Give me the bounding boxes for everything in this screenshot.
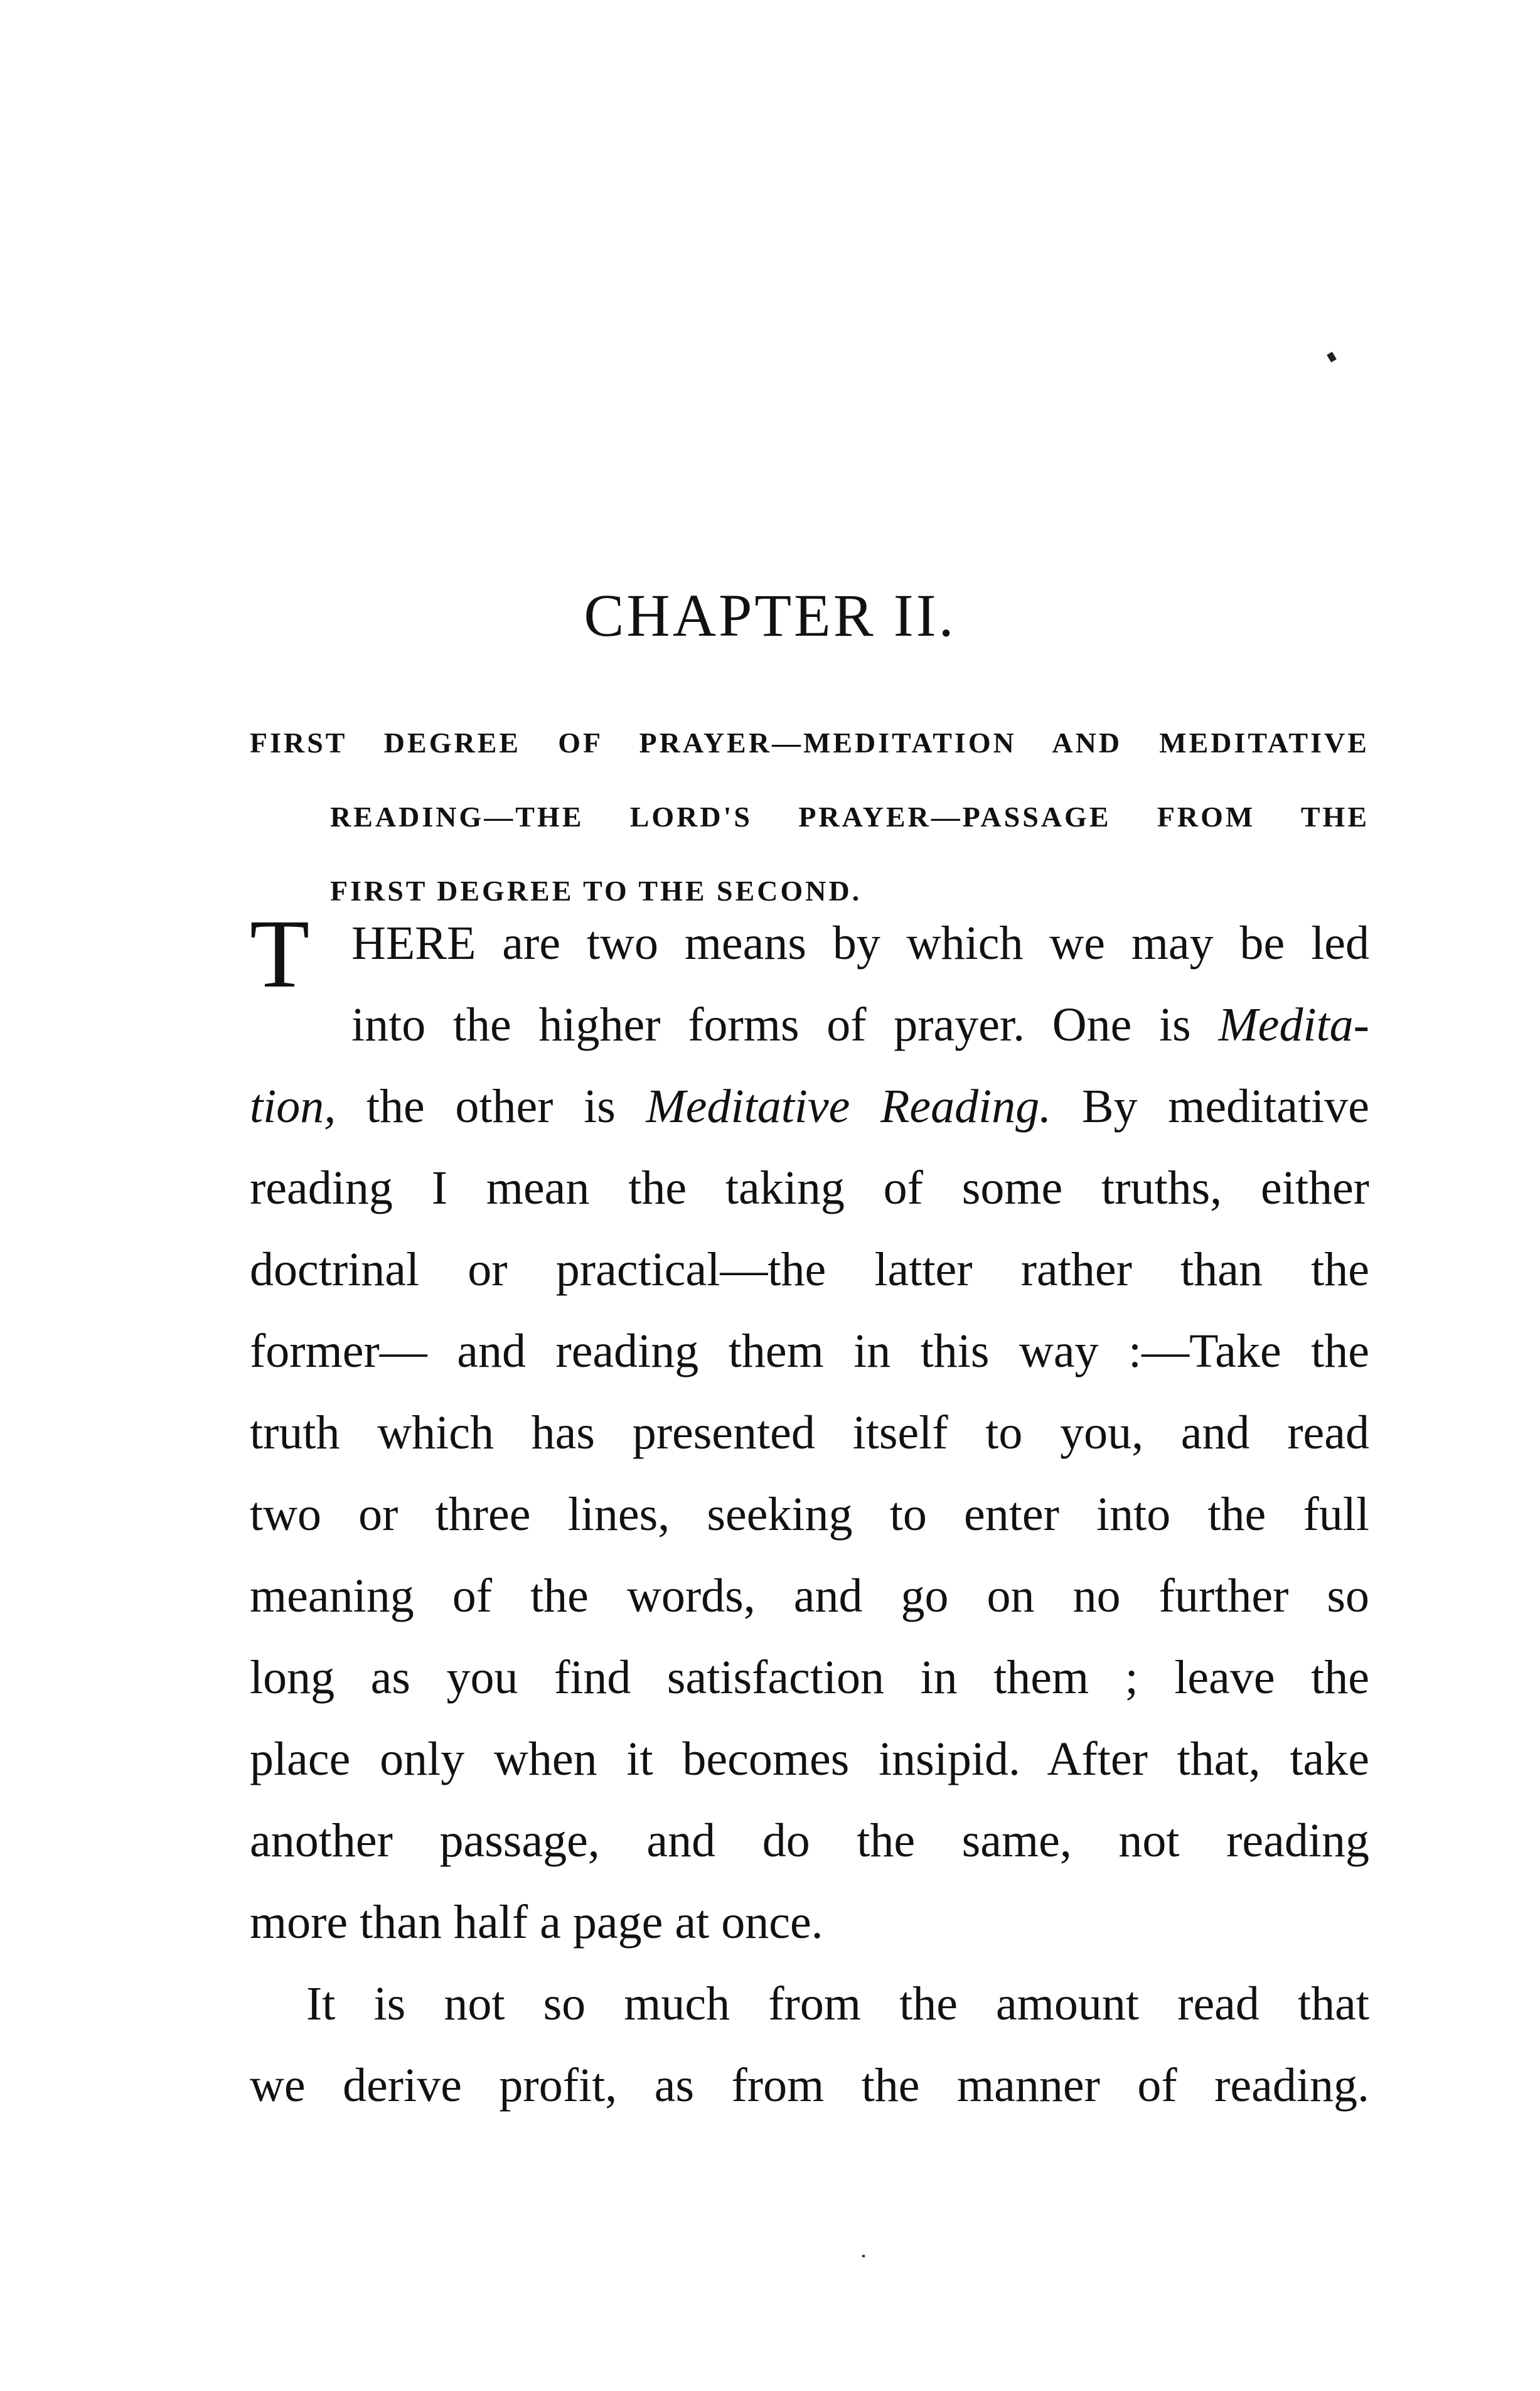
body-line: two or three lines, seeking to enter into the full <box>250 1488 1369 1541</box>
body-line-text: into the higher forms of prayer. One is <box>351 998 1219 1051</box>
chapter-body <box>250 899 1369 2126</box>
body-line: more than half a page at once. <box>250 1896 823 1949</box>
printer-mark <box>1327 351 1337 362</box>
summary-line-2: READING—THE LORD'S PRAYER—PASSAGE FROM THE <box>330 801 1369 833</box>
summary-line-1: FIRST DEGREE OF PRAYER—MEDITATION AND MEDITATIVE <box>250 727 1369 759</box>
body-line <box>250 984 1369 1066</box>
body-line: reading I mean the taking of some truths, either <box>250 1162 1369 1214</box>
body-line: doctrinal or practical—the latter rather than the <box>250 1243 1369 1296</box>
body-line-text: By meditative <box>1051 1080 1369 1133</box>
body-line: It is not so much from the amount read that <box>306 1977 1369 2030</box>
italic-text: Medita- <box>1218 998 1369 1051</box>
body-line: place only when it becomes insipid. After that, take <box>250 1733 1369 1785</box>
body-line: truth which has presented itself to you, and read <box>250 1406 1369 1459</box>
body-line: former— and reading them in this way :—Take the <box>250 1325 1369 1377</box>
body-line <box>250 1066 1369 1147</box>
drop-cap: T <box>250 899 310 1008</box>
italic-text: Meditative Reading. <box>646 1080 1052 1133</box>
body-line-text: HERE are two means by which we may be led <box>351 917 1369 970</box>
summary-line-3: FIRST DEGREE TO THE SECOND. <box>330 875 862 907</box>
body-line: another passage, and do the same, not reading <box>250 1814 1369 1867</box>
italic-text: tion, <box>250 1080 336 1133</box>
page-speck <box>862 2255 865 2257</box>
chapter-summary <box>250 706 1369 928</box>
body-line: long as you find satisfaction in them ; leave the <box>250 1651 1369 1704</box>
body-line-text: the other is <box>336 1080 646 1133</box>
chapter-title: CHAPTER II. <box>584 582 956 649</box>
body-line <box>250 902 1369 984</box>
body-line: we derive profit, as from the manner of reading. <box>250 2059 1369 2112</box>
body-line: meaning of the words, and go on no further so <box>250 1570 1369 1622</box>
